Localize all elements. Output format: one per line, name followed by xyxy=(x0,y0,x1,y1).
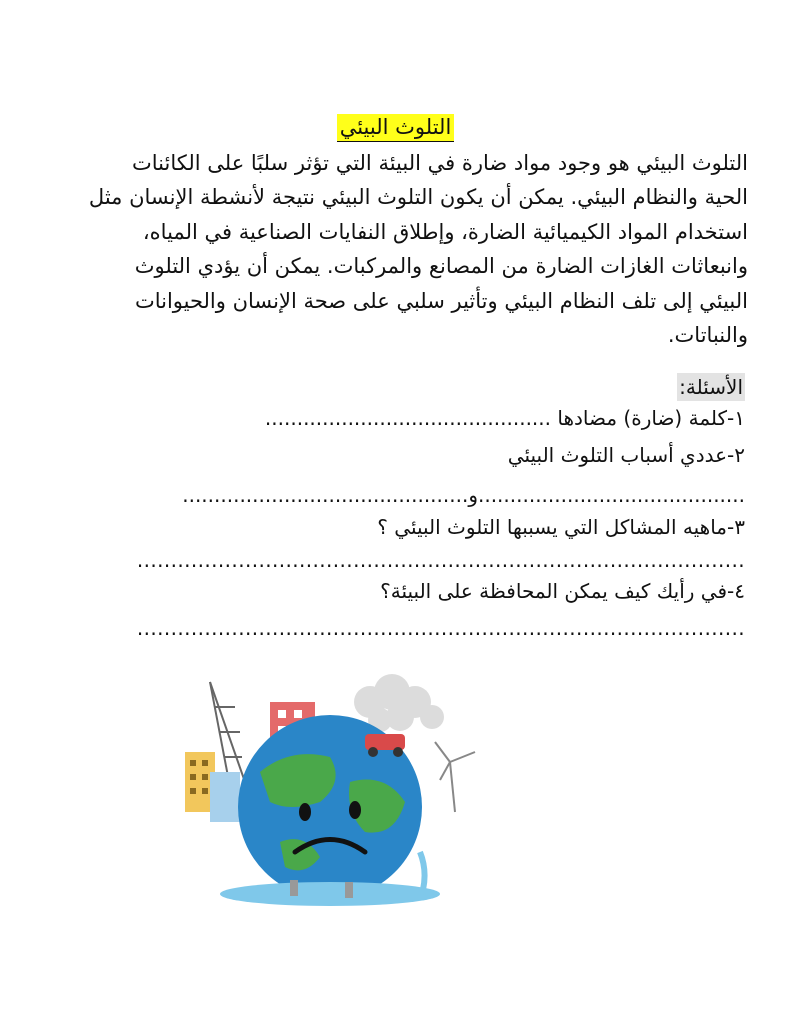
question-2: ٢-عددي أسباب التلوث البيئي xyxy=(507,443,745,467)
paragraph-line: استخدام المواد الكيميائية الضارة، وإطلاق النفايات الصناعية في المياه، xyxy=(142,219,748,244)
question-1: ١-كلمة (ضارة) مضادها ............................................. xyxy=(264,406,745,430)
paragraph-line: البيئي إلى تلف النظام البيئي وتأثير سلبي على صحة الإنسان والحيوانات xyxy=(134,288,748,313)
answer-line-2: ..........................................و............................................. xyxy=(182,483,745,507)
paragraph-line: وانبعاثات الغازات الضارة من المصانع والمركبات. يمكن أن يؤدي التلوث xyxy=(134,254,748,279)
title-container xyxy=(0,114,791,142)
answer-line-4: .......................................................................................... xyxy=(136,616,745,640)
page-title: التلوث البيئي xyxy=(337,114,455,142)
sad-polluted-earth-illustration xyxy=(170,662,500,912)
paragraph-line: الحية والنظام البيئي. يمكن أن يكون التلوث البيئي نتيجة لأنشطة الإنسان مثل xyxy=(88,185,748,210)
electric-tower xyxy=(210,682,245,787)
paragraph-line: والنباتات. xyxy=(667,323,748,348)
question-3: ٣-ماهيه المشاكل التي يسببها التلوث البيئي ؟ xyxy=(377,515,745,539)
intro-paragraph xyxy=(62,146,748,352)
questions-heading: الأسئلة: xyxy=(679,375,743,399)
paragraph-line: التلوث البيئي هو وجود مواد ضارة في البيئة التي تؤثر سلبًا على الكائنات xyxy=(132,151,748,175)
wind-turbine-icon xyxy=(435,742,475,812)
answer-line-3: .......................................................................................... xyxy=(136,548,745,572)
question-4: ٤-في رأيك كيف يمكن المحافظة على البيئة؟ xyxy=(380,579,745,603)
